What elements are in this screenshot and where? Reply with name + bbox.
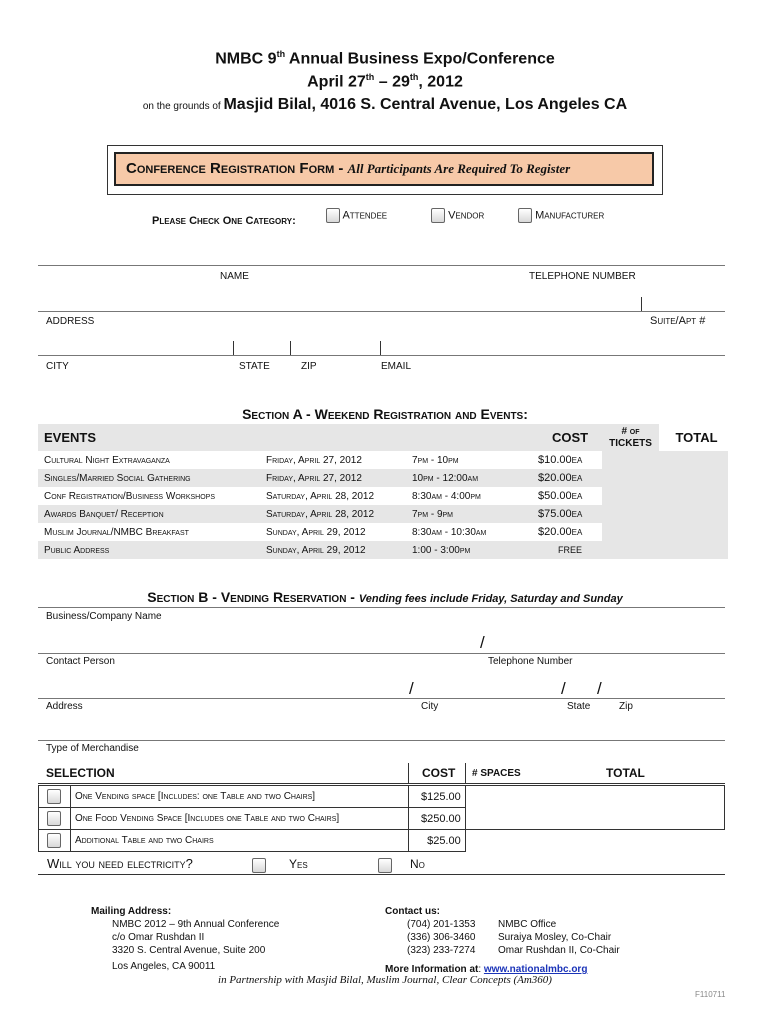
address-line[interactable] — [38, 311, 725, 312]
tickets-input[interactable] — [602, 487, 659, 505]
b-total-header: TOTAL — [606, 766, 645, 780]
vend-cost: $25.00 — [408, 830, 465, 852]
form-code: F110711 — [695, 990, 726, 999]
name-label: NAME — [220, 271, 249, 282]
city-label: CITY — [46, 361, 69, 372]
category-label: Please Check One Category: — [152, 215, 296, 227]
tickets-input[interactable] — [602, 451, 659, 469]
telephone-label: TELEPHONE NUMBER — [529, 271, 636, 282]
checkbox[interactable] — [518, 208, 532, 223]
divider — [465, 763, 466, 784]
event-name: Awards Banquet/ Reception — [44, 508, 164, 520]
form-subtitle: All Participants Are Required To Register — [347, 161, 571, 176]
divider — [38, 874, 725, 875]
checkbox[interactable] — [47, 811, 61, 826]
tickets-input[interactable] — [602, 469, 659, 487]
cost-header: COST — [532, 424, 602, 451]
section-a-title: Section A - Weekend Registration and Events: — [242, 406, 528, 422]
vend-cost: $250.00 — [408, 808, 465, 830]
partnership-line: in Partnership with Masjid Bilal, Muslim Journal, Clear Concepts (Am360) — [218, 974, 552, 986]
merch-line[interactable] — [38, 740, 725, 741]
b-zip-label: Zip — [619, 701, 633, 712]
event-cost: $20.00ea — [538, 526, 583, 538]
conference-title: NMBC 9th Annual Business Expo/Conference — [215, 49, 555, 68]
electricity-no-checkbox[interactable] — [378, 857, 392, 875]
mailing-block: Mailing Address: NMBC 2012 – 9th Annual Conference c/o Omar Rushdan II 3320 S. Central Avenue, Suite 200 Los Angeles, CA 90011 — [91, 906, 280, 972]
b-address-label: Address — [46, 701, 83, 712]
divider — [641, 297, 642, 311]
divider — [408, 763, 409, 784]
form-title: Conference Registration Form - — [126, 160, 348, 177]
event-name: Singles/Married Social Gathering — [44, 472, 191, 484]
b-address-line[interactable] — [38, 698, 725, 699]
category-vendor[interactable]: Vendor — [431, 208, 484, 223]
event-cost: $20.00ea — [538, 472, 583, 484]
checkbox-cell[interactable] — [39, 786, 71, 808]
vend-item: One Vending space [Includes: one Table and two Chairs] — [70, 786, 408, 808]
name-line[interactable] — [38, 265, 725, 266]
event-time: 10pm - 12:00am — [412, 472, 479, 484]
tickets-input[interactable] — [602, 505, 659, 523]
no-label: No — [410, 857, 425, 871]
divider: / — [597, 679, 602, 698]
event-time: 8:30am - 4:00pm — [412, 490, 481, 502]
banner — [114, 152, 654, 186]
checkbox[interactable] — [431, 208, 445, 223]
merch-label: Type of Merchandise — [46, 743, 139, 754]
event-name: Cultural Night Extravaganza — [44, 454, 170, 466]
section-b-title: Section B - Vending Reservation - — [147, 589, 359, 605]
event-time: 1:00 - 3:00pm — [412, 544, 471, 556]
checkbox[interactable] — [326, 208, 340, 223]
empty-cell — [465, 830, 724, 852]
address-label: ADDRESS — [46, 316, 95, 327]
table-row — [39, 830, 725, 852]
vend-cost: $125.00 — [408, 786, 465, 808]
total-input[interactable] — [659, 523, 728, 541]
table-row — [38, 523, 728, 541]
vend-item: One Food Vending Space [Includes one Table and two Chairs] — [70, 808, 408, 830]
event-time: 8:30am - 10:30am — [412, 526, 487, 538]
conference-location: on the grounds of Masjid Bilal, 4016 S. Central Avenue, Los Angeles CA — [142, 96, 628, 113]
total-input[interactable] — [659, 451, 728, 469]
event-date: Sunday, April 29, 2012 — [266, 544, 366, 556]
table-row — [39, 786, 725, 808]
total-input[interactable] — [659, 541, 728, 559]
contact-person-line[interactable] — [38, 653, 725, 654]
b-cost-header: COST — [422, 766, 456, 780]
table-row — [38, 451, 728, 469]
event-time: 7pm - 10pm — [412, 454, 459, 466]
conference-dates: April 27th – 29th, 2012 — [307, 72, 463, 91]
checkbox-cell[interactable] — [39, 830, 71, 852]
event-cost: $10.00ea — [538, 454, 583, 466]
category-attendee[interactable]: Attendee — [326, 208, 387, 223]
vend-item: Additional Table and two Chairs — [70, 830, 408, 852]
events-table — [38, 424, 728, 559]
divider: / — [480, 633, 485, 652]
checkbox[interactable] — [47, 789, 61, 804]
divider: / — [561, 679, 566, 698]
zip-label: ZIP — [301, 361, 317, 372]
tickets-input[interactable] — [602, 523, 659, 541]
divider: / — [409, 679, 414, 698]
b-city-label: City — [421, 701, 439, 712]
business-label: Business/Company Name — [46, 611, 162, 622]
state-label: STATE — [239, 361, 270, 372]
divider — [290, 341, 291, 355]
divider — [380, 341, 381, 355]
yes-label: Yes — [289, 857, 308, 871]
checkbox-cell[interactable] — [39, 808, 71, 830]
b-telephone-label: Telephone Number — [488, 656, 573, 667]
divider — [233, 341, 234, 355]
event-cost: FREE — [557, 545, 582, 555]
event-date: Saturday, April 28, 2012 — [266, 508, 375, 520]
event-date: Friday, April 27, 2012 — [266, 454, 362, 466]
electricity-yes-checkbox[interactable] — [252, 857, 266, 875]
table-row — [38, 469, 728, 487]
event-name: Conf Registration/Business Workshops — [44, 490, 215, 502]
spaces-header: # SPACES — [472, 768, 521, 779]
b-state-label: State — [567, 701, 591, 712]
event-name: Muslim Journal/NMBC Breakfast — [44, 526, 189, 538]
spaces-total-input[interactable] — [465, 786, 724, 830]
suite-label: Suite/Apt # — [650, 315, 706, 327]
event-date: Sunday, April 29, 2012 — [266, 526, 366, 538]
event-cost: $50.00ea — [538, 490, 583, 502]
divider — [38, 607, 725, 608]
events-header: EVENTS — [38, 424, 532, 451]
contact-person-label: Contact Person — [46, 656, 115, 667]
city-line[interactable] — [38, 355, 725, 356]
section-b-subtitle: Vending fees include Friday, Saturday and Sunday — [358, 593, 623, 605]
category-manufacturer[interactable]: Manufacturer — [518, 208, 604, 223]
website-link[interactable]: www.nationalmbc.org — [483, 964, 588, 975]
total-header: TOTAL — [675, 430, 718, 445]
event-date: Friday, April 27, 2012 — [266, 472, 362, 484]
tickets-input[interactable] — [602, 541, 659, 559]
selection-header: SELECTION — [46, 766, 115, 780]
event-time: 7pm - 9pm — [412, 508, 454, 520]
contact-block: Contact us: (704) 201-1353 (336) 306-3460 (323) 233-7274 NMBC Office Suraiya Mosley, Co-Chair Omar Rushdan II, Co-Chair More Information at: www.nationalmbc.org — [385, 906, 620, 975]
table-row — [38, 541, 728, 559]
total-input[interactable] — [659, 487, 728, 505]
total-input[interactable] — [659, 505, 728, 523]
event-name: Public Address — [44, 544, 110, 556]
table-row — [38, 505, 728, 523]
email-label: EMAIL — [381, 361, 412, 372]
section-b-title-wrap — [0, 589, 770, 607]
tickets-header: # of TICKETS — [602, 424, 659, 451]
electricity-question: Will you need electricity? — [47, 856, 193, 871]
divider — [38, 783, 725, 784]
vending-table — [38, 785, 725, 852]
table-row — [38, 487, 728, 505]
total-input[interactable] — [659, 469, 728, 487]
event-cost: $75.00ea — [538, 508, 583, 520]
event-date: Saturday, April 28, 2012 — [266, 490, 375, 502]
checkbox[interactable] — [47, 833, 61, 848]
